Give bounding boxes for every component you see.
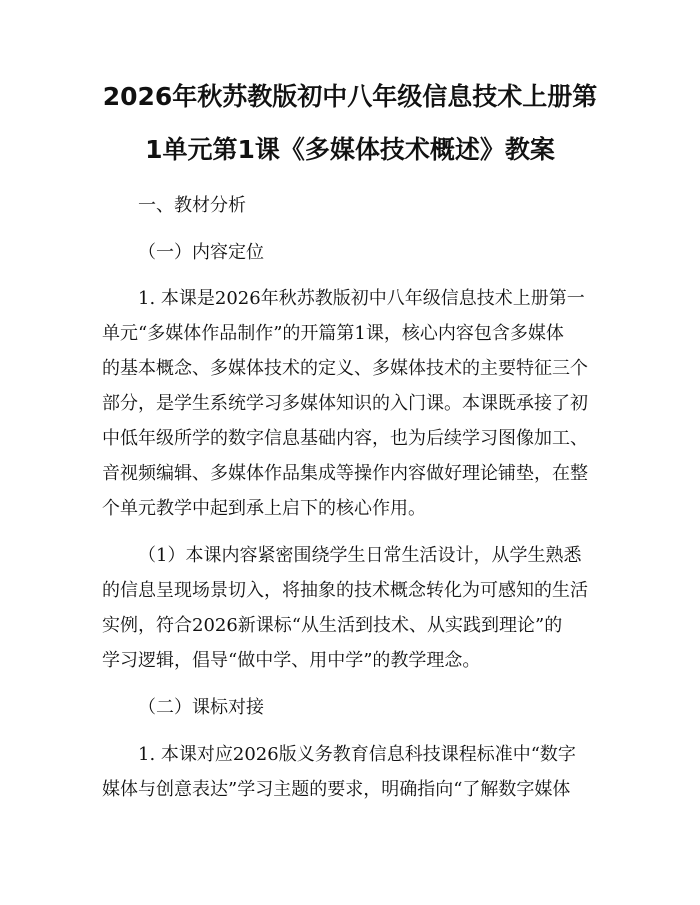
paragraph-2-line: （1）本课内容紧密围绕学生日常生活设计，从学生熟悉	[138, 545, 582, 566]
paragraph-1-line: 个单元教学中起到承上启下的核心作用。	[102, 498, 426, 519]
paragraph-1-line: 音视频编辑、多媒体作品集成等操作内容做好理论铺垫，在整	[102, 463, 588, 484]
paragraph-1-line: 中低年级所学的数字信息基础内容，也为后续学习图像加工、	[102, 428, 588, 449]
paragraph-2-line: 实例，符合2026新课标“从生活到技术、从实践到理论”的	[102, 615, 563, 636]
paragraph-1-line: 的基本概念、多媒体技术的定义、多媒体技术的主要特征三个	[102, 358, 588, 379]
paragraph-3-line: 媒体与创意表达”学习主题的要求，明确指向“了解数字媒体	[102, 779, 571, 800]
paragraph-3-line: 1. 本课对应2026版义务教育信息科技课程标准中“数字	[138, 744, 576, 765]
subsection-heading-content-positioning: （一）内容定位	[138, 242, 264, 263]
document-title-line-2: 1单元第1课《多媒体技术概述》教案	[145, 135, 555, 164]
paragraph-1-line: 部分，是学生系统学习多媒体知识的入门课。本课既承接了初	[102, 393, 588, 414]
paragraph-1-line: 1. 本课是2026年秋苏教版初中八年级信息技术上册第一	[138, 288, 585, 309]
paragraph-1-line: 单元“多媒体作品制作”的开篇第1课，核心内容包含多媒体	[102, 323, 564, 344]
paragraph-2-line: 的信息呈现场景切入，将抽象的技术概念转化为可感知的生活	[102, 580, 588, 601]
section-heading-textbook-analysis: 一、教材分析	[138, 195, 246, 216]
document-title-line-1: 2026年秋苏教版初中八年级信息技术上册第	[102, 82, 598, 111]
paragraph-2-line: 学习逻辑，倡导“做中学、用中学”的教学理念。	[102, 650, 481, 671]
subsection-heading-curriculum-alignment: （二）课标对接	[138, 697, 264, 718]
